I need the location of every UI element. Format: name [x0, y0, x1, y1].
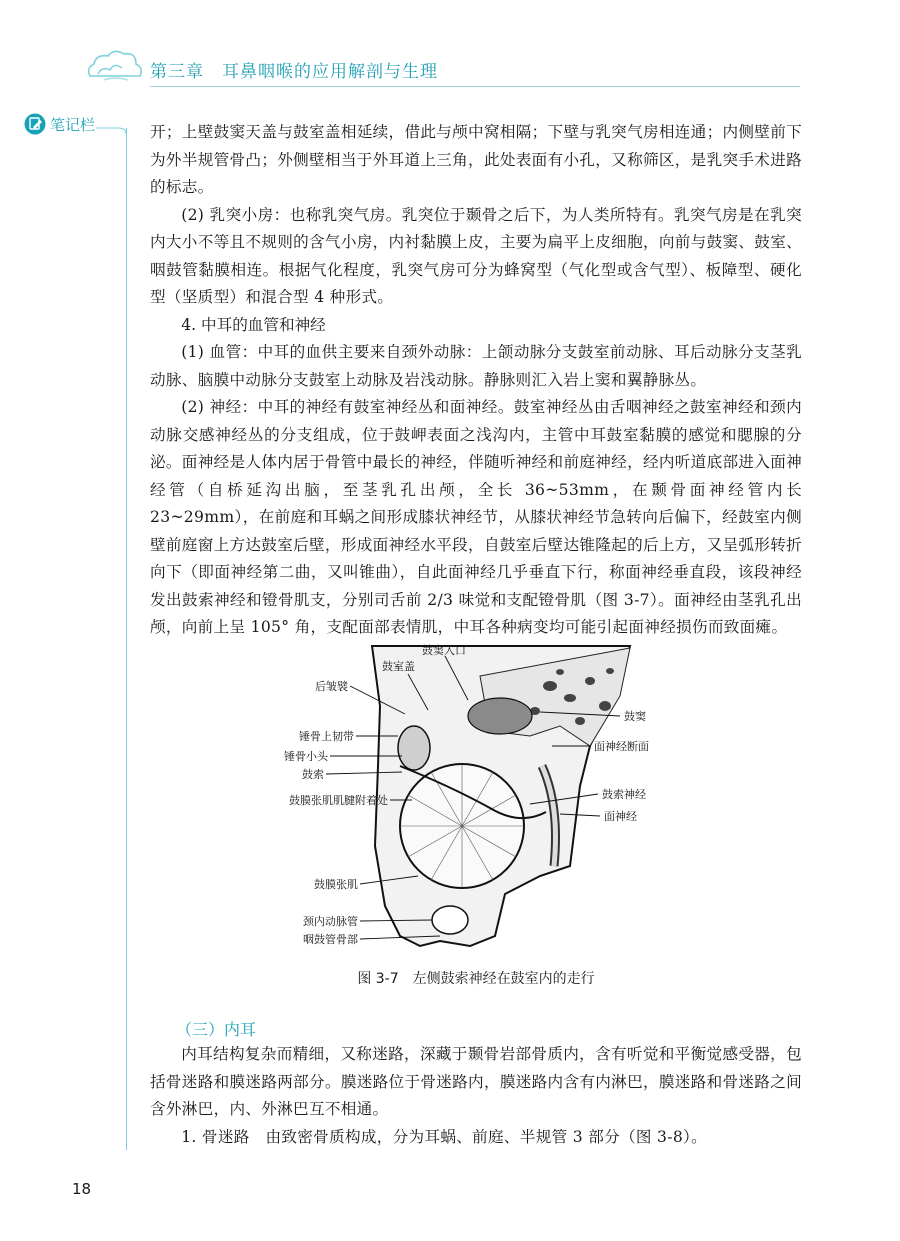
paragraph: (1) 血管：中耳的血供主要来自颈外动脉：上颌动脉分支鼓室前动脉、耳后动脉分支茎乳动脉、脑膜中动脉分支鼓室上动脉及岩浅动脉。静脉则汇入岩上窦和翼静脉丛。: [150, 343, 802, 389]
main-text: [150, 119, 802, 642]
figure-label: 锤骨小头: [284, 750, 328, 763]
figure-label: 鼓窦: [624, 710, 646, 723]
figure-caption: 图 3-7 左侧鼓索神经在鼓室内的走行: [357, 971, 595, 987]
carotid-canal: [432, 906, 468, 934]
tympanic-antrum: [468, 698, 532, 734]
sidebar-connector: [96, 124, 128, 134]
figure-label: 鼓膜张肌肌腱附着处: [289, 794, 388, 807]
header-divider: [150, 86, 800, 87]
notes-column-rule: [126, 128, 127, 1150]
paragraph: 开；上壁鼓窦天盖与鼓室盖相延续，借此与颅中窝相隔；下壁与乳突气房相连通；内侧壁前下为外半规管骨凸；外侧壁相当于外耳道上三角，此处表面有小孔，又称筛区，是乳突手术进路的标志。: [150, 123, 802, 196]
main-text-continued: [150, 1041, 802, 1151]
paragraph: (2) 神经：中耳的神经有鼓室神经丛和面神经。鼓室神经丛由舌咽神经之鼓室神经和颈内动脉交感神经丛的分支组成，位于鼓岬表面之浅沟内，主管中耳鼓室黏膜的感觉和腮腺的分泌。面神经是人体内居于骨管中最长的神经，伴随听神经和前庭神经，经内听道底部进入面神经管（自桥延沟出脑，至茎乳孔出颅，全长 36~53mm，在颞骨面神经管内长 23~29mm），在前庭和耳蜗之间形成膝状神经节，从膝状神经节急转向后偏下，经鼓室内侧壁前庭窗上方达鼓室后壁，形成面神经水平段，自鼓室后壁达锥隆起的后上方，又呈弧形转折向下（即面神经第二曲，又叫锥曲），自此面神经几乎垂直下行，称面神经垂直段，该段神经发出鼓索神经和镫骨肌支，分别司舌前 2/3 味觉和支配镫骨肌（图 3-7）。面神经由茎乳孔出颅，向前上呈 105° 角，支配面部表情肌，中耳各种病变均可能引起面神经损伤而致面瘫。: [150, 398, 802, 636]
cloud-ornament-icon: [84, 46, 146, 88]
figure-label: 鼓膜张肌: [314, 878, 358, 891]
figure-label: 鼓索神经: [602, 788, 646, 801]
figure-label: 面神经: [604, 810, 637, 823]
paragraph: 内耳结构复杂而精细，又称迷路，深藏于颞骨岩部骨质内，含有听觉和平衡觉感受器，包括骨迷路和膜迷路两部分。膜迷路位于骨迷路内，膜迷路内含有内淋巴，膜迷路和骨迷路之间含外淋巴，内、外淋巴互不相通。: [150, 1045, 802, 1118]
subsection-heading: 4. 中耳的血管和神经: [181, 315, 326, 334]
figure-label: 面神经断面: [594, 740, 649, 753]
figure-label: 鼓窦入口: [422, 644, 466, 657]
anatomy-figure: [150, 636, 802, 966]
figure-label: 锤骨上韧带: [299, 730, 354, 743]
figure-label: 颈内动脉管: [303, 915, 358, 928]
page-number: 18: [72, 1180, 92, 1198]
paragraph: (2) 乳突小房：也称乳突气房。乳突位于颞骨之后下，为人类所特有。乳突气房是在乳突内大小不等且不规则的含气小房，内衬黏膜上皮，主要为扁平上皮细胞，向前与鼓窦、鼓室、咽鼓管黏膜相连。根据气化程度，乳突气房可分为蜂窝型（气化型或含气型）、板障型、硬化型（坚质型）和混合型 4 种形式。: [150, 205, 802, 306]
paragraph: 1. 骨迷路 由致密骨质构成，分为耳蜗、前庭、半规管 3 部分（图 3-8）。: [181, 1127, 708, 1146]
notes-column-label: 笔记栏: [50, 116, 96, 134]
figure-label: 鼓室盖: [382, 660, 415, 673]
tympanic-membrane: [400, 764, 524, 888]
figure-label: 鼓索: [302, 768, 324, 781]
section-heading: （三）内耳: [176, 1020, 257, 1039]
figure-label: 咽鼓管骨部: [303, 933, 358, 946]
notes-pencil-icon: [24, 113, 46, 135]
figure-label: 后皱襞: [315, 680, 348, 693]
chapter-title: 第三章 耳鼻咽喉的应用解剖与生理: [150, 62, 438, 82]
